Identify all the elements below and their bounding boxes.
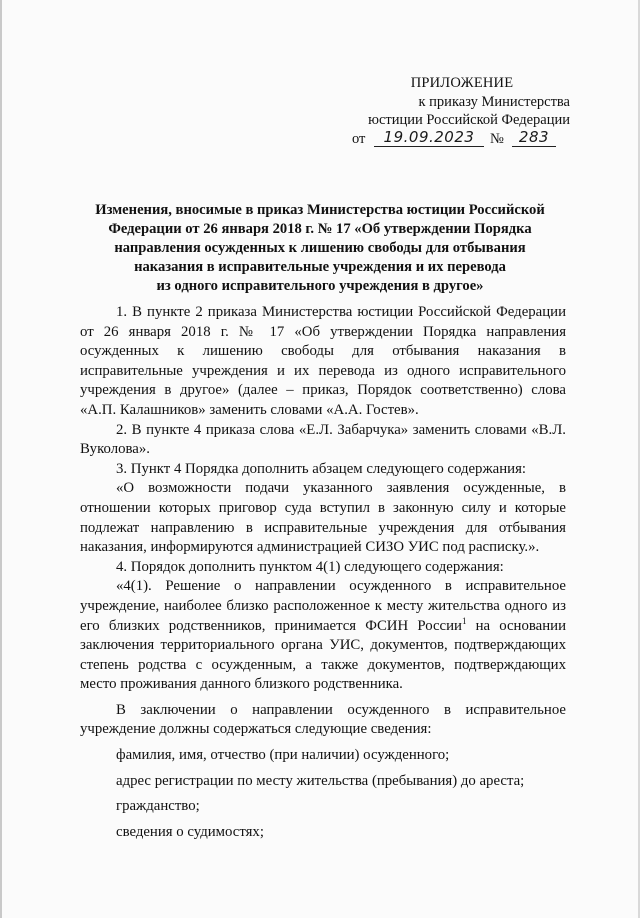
paragraph-6-text-b: на основании заключения территориального органа УИС, документов, подтверждающих степень родства с осужденным, а также документов, подтверждающих место проживания данного близкого родственника.	[80, 617, 566, 693]
document-body	[80, 303, 566, 842]
paragraph-2: 2. В пункте 4 приказа слова «Е.Л. Забарчука» заменить словами «В.Л. Вуколова».	[80, 421, 566, 458]
appendix-date-line	[340, 127, 570, 150]
handwritten-date: 19.09.2023	[374, 128, 484, 147]
list-item-address: адрес регистрации по месту жительства (пребывания) до ареста;	[116, 772, 525, 789]
heading-line-2: Федерации от 26 января 2018 г. № 17 «Об утверждении Порядка	[108, 221, 532, 237]
appendix-block	[340, 74, 570, 150]
document-heading	[74, 201, 566, 296]
paragraph-5: 4. Порядок дополнить пунктом 4(1) следующего содержания:	[116, 558, 504, 575]
heading-line-1: Изменения, вносимые в приказ Министерства юстиции Российской	[95, 202, 545, 218]
handwritten-number: 283	[512, 128, 556, 147]
appendix-line-1: к приказу Министерства	[418, 93, 570, 110]
heading-line-4: наказания в исправительные учреждения и их перевода	[134, 259, 506, 275]
paragraph-1: 1. В пункте 2 приказа Министерства юстиции Российской Федерации от 26 января 2018 г. № 17 «Об утверждении Порядка направления осужденных к лишению свободы для отбывания наказания в исправительные учреждения и их перевода из одного исправительного учреждения в другое» (далее – приказ, Порядок соответственно) слова «А.П. Калашников» заменить словами «А.А. Гостев».	[80, 304, 566, 418]
footnote-marker: 1	[461, 615, 467, 626]
number-prefix: №	[490, 130, 504, 147]
paragraph-7: В заключении о направлении осужденного в исправительное учреждение должны содержаться следующие сведения:	[80, 701, 566, 738]
paragraph-3: 3. Пункт 4 Порядка дополнить абзацем следующего содержания:	[116, 460, 526, 477]
paragraph-6-text-a: «4(1). Решение о направлении осужденного в исправительное учреждение, наиболее близко расположенное к месту жительства одного из его близких родственников, принимается ФСИН России	[80, 578, 566, 634]
list-item-citizenship: гражданство;	[116, 798, 200, 815]
heading-line-3: направления осужденных к лишению свободы для отбывания	[114, 240, 526, 256]
appendix-title: ПРИЛОЖЕНИЕ	[410, 75, 514, 91]
list-item-fio: фамилия, имя, отчество (при наличии) осужденного;	[116, 747, 450, 764]
paragraph-4: «О возможности подачи указанного заявления осужденные, в отношении которых приговор суда вступил в законную силу и которые подлежат направлению в исправительные учреждения для отбывания наказания, информируются администрацией СИЗО УИС под расписку.».	[80, 480, 566, 556]
paragraph-6	[80, 577, 566, 695]
date-prefix: от	[352, 130, 366, 147]
appendix-line-2: юстиции Российской Федерации	[368, 112, 570, 128]
heading-line-5: из одного исправительного учреждения в другое»	[156, 278, 484, 294]
list-item-convictions: сведения о судимостях;	[116, 823, 264, 840]
